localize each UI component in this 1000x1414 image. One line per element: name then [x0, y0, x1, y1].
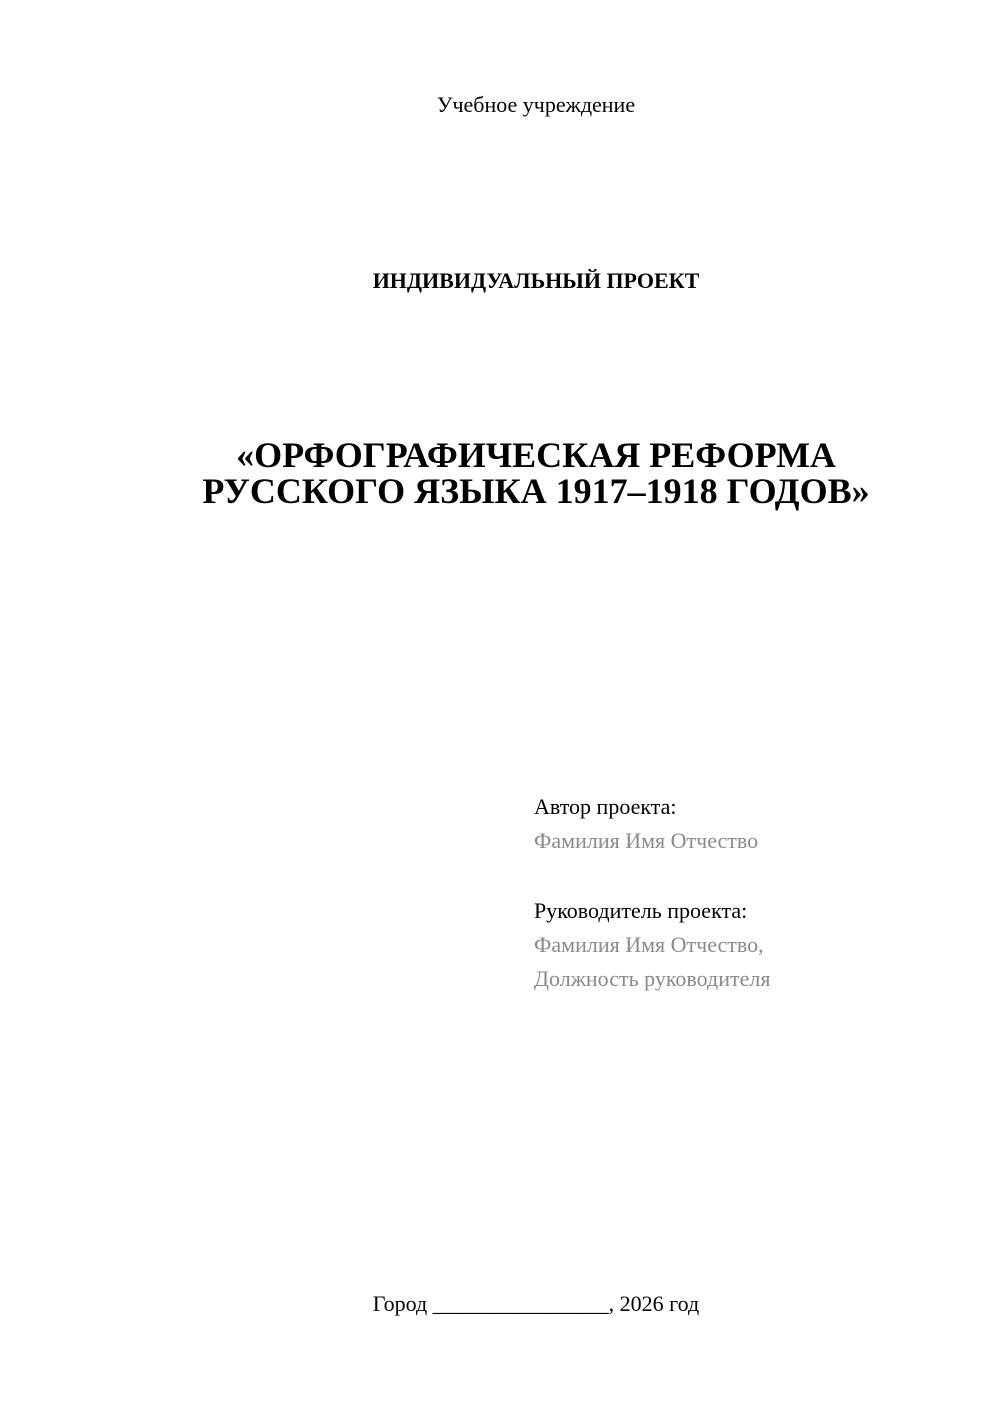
project-title: [0, 437, 1000, 509]
supervisor-position: Должность руководителя: [534, 966, 771, 991]
credits-block: [534, 790, 974, 996]
credits-spacer: [534, 858, 974, 894]
author-label: Автор проекта:: [534, 794, 677, 819]
project-title-line-1: «ОРФОГРАФИЧЕСКАЯ РЕФОРМА: [236, 435, 836, 475]
city-year-line: Город ________________, 2026 год: [372, 1291, 700, 1316]
project-title-line-2: РУССКОГО ЯЗЫКА 1917–1918 ГОДОВ»: [202, 471, 870, 511]
institution-name: Учебное учреждение: [436, 92, 636, 117]
supervisor-name: Фамилия Имя Отчество,: [534, 932, 764, 957]
document-type: ИНДИВИДУАЛЬНЫЙ ПРОЕКТ: [372, 268, 700, 293]
author-name: Фамилия Имя Отчество: [534, 828, 759, 853]
supervisor-label: Руководитель проекта:: [534, 898, 748, 923]
